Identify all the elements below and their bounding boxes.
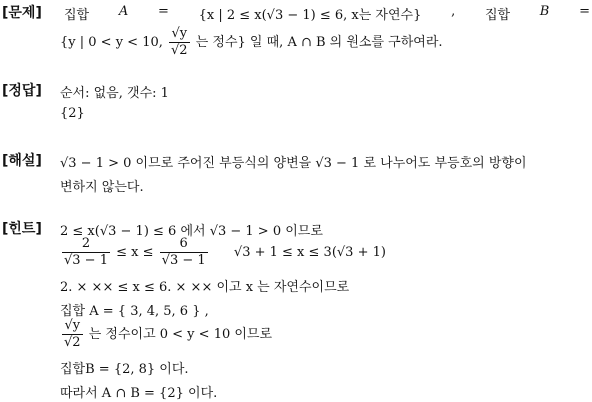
answer-order-count: 순서: 없음, 갯수: 1: [60, 86, 169, 101]
problem-set-b-condition: {y | 0 < y < 10,: [60, 35, 163, 50]
problem-fraction-denominator: √2: [171, 43, 188, 58]
hint-line-1: 2 ≤ x(√3 − 1) ≤ 6 에서 √3 − 1 > 0 이므로: [60, 224, 323, 239]
explanation-label: [해설]: [2, 153, 42, 169]
problem-set-b-word: 집합: [484, 8, 511, 23]
hint-fraction-upper-denominator: √3 − 1: [161, 253, 206, 268]
hint-line-2: [60, 236, 386, 269]
problem-equals-a: =: [157, 4, 169, 19]
answer-value: {2}: [60, 106, 85, 121]
hint-fraction-sqrt-numerator: √y: [62, 318, 83, 335]
problem-label: [문제]: [2, 5, 42, 21]
problem-fraction-numerator: √y: [169, 26, 190, 43]
hint-inequality-middle: ≤ x ≤: [116, 245, 154, 260]
hint-integer-condition: 는 정수이고 0 < y < 10 이므로: [88, 327, 273, 342]
problem-set-a-definition: {x | 2 ≤ x(√3 − 1) ≤ 6, x는 자연수}: [198, 8, 422, 23]
problem-question: 는 정수} 일 때, A ∩ B 의 원소를 구하여라.: [195, 35, 443, 50]
problem-line-1: [64, 4, 590, 23]
answer-label: [정답]: [2, 83, 42, 99]
problem-set-b-symbol: B: [539, 4, 550, 19]
problem-line-2: [60, 26, 443, 59]
problem-set-a-word: 집합: [64, 8, 90, 23]
explanation-line-2: 변하지 않는다.: [60, 180, 144, 195]
hint-line-6: 집합B = {2, 8} 이다.: [60, 362, 189, 377]
explanation-line-1: √3 − 1 > 0 이므로 주어진 부등식의 양변을 √3 − 1 로 나누어도 부등호의 방향이: [60, 156, 527, 171]
hint-fraction-sqrt-denominator: √2: [64, 335, 81, 350]
hint-line-7: 따라서 A ∩ B = {2} 이다.: [60, 386, 218, 401]
hint-fraction-lower: [62, 236, 110, 269]
hint-fraction-lower-denominator: √3 − 1: [64, 253, 108, 268]
problem-equals-b: =: [579, 4, 590, 19]
hint-line-4: 집합 A = { 3, 4, 5, 6 } ,: [60, 304, 209, 319]
hint-line-5: [60, 318, 272, 351]
hint-label: [힌트]: [2, 221, 42, 237]
hint-fraction-upper: [160, 236, 208, 269]
problem-comma: ,: [451, 4, 456, 19]
problem-set-a-symbol: A: [118, 4, 129, 19]
problem-fraction: [169, 26, 190, 59]
hint-line-3: 2. × ×× ≤ x ≤ 6. × ×× 이고 x 는 자연수이므로: [60, 280, 350, 295]
hint-fraction-lower-numerator: 2: [62, 236, 110, 253]
hint-fraction-upper-numerator: 6: [160, 236, 208, 253]
hint-fraction-sqrt: [62, 318, 83, 351]
hint-simplified-inequality: √3 + 1 ≤ x ≤ 3(√3 + 1): [233, 245, 386, 260]
